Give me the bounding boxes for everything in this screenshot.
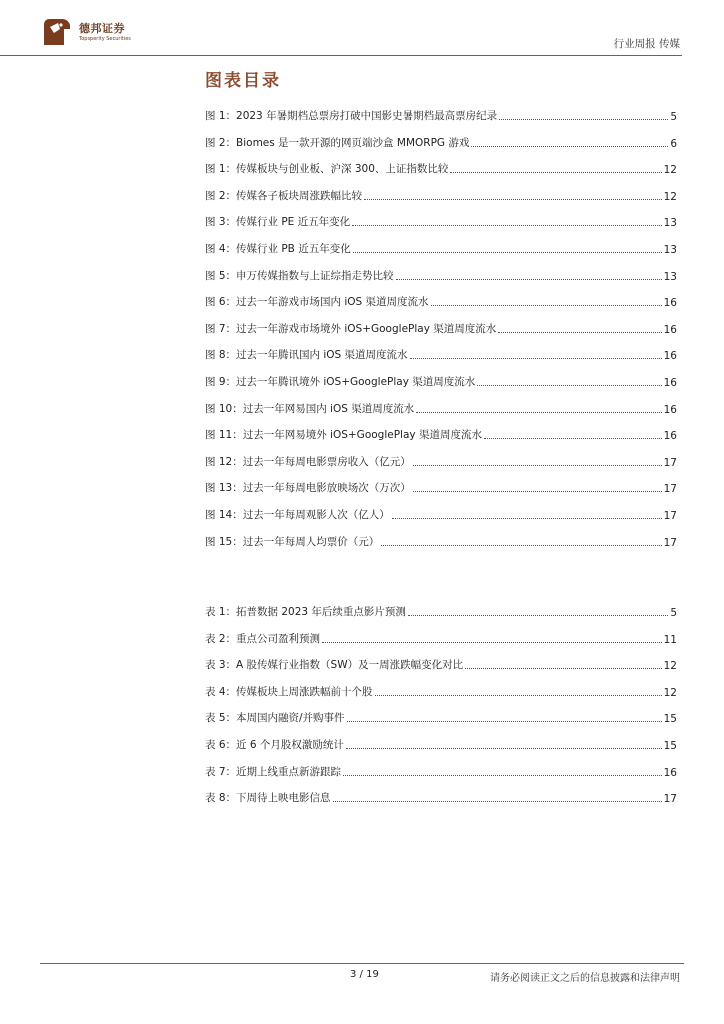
- figure-entry-label: 图 9：过去一年腾讯境外 iOS+GooglePlay 渠道周度流水: [205, 376, 476, 388]
- table-entry[interactable]: [205, 683, 677, 699]
- table-entry-label: 表 1：拓普数据 2023 年后续重点影片预测: [205, 606, 406, 618]
- figure-entry[interactable]: [205, 107, 677, 123]
- table-entry[interactable]: [205, 630, 677, 646]
- table-entry-label: 表 6：近 6 个月股权激励统计: [205, 739, 344, 751]
- dot-leader: [413, 465, 662, 466]
- figure-entry[interactable]: [205, 373, 677, 389]
- figure-entry-page: 6: [670, 137, 677, 150]
- dot-leader: [322, 642, 662, 643]
- dot-leader: [498, 332, 661, 333]
- dot-leader: [343, 775, 662, 776]
- figure-entry[interactable]: [205, 346, 677, 362]
- dot-leader: [333, 801, 662, 802]
- table-entry[interactable]: [205, 656, 677, 672]
- figure-entry-page: 16: [663, 403, 677, 416]
- figure-entry[interactable]: [205, 533, 677, 549]
- figure-entry[interactable]: [205, 187, 677, 203]
- figure-entry[interactable]: [205, 160, 677, 176]
- figure-entry[interactable]: [205, 479, 677, 495]
- figure-entry-page: 5: [670, 111, 677, 123]
- figure-entry-page: 13: [663, 217, 677, 230]
- figure-entry[interactable]: [205, 213, 677, 229]
- figure-entry-label: 图 8：过去一年腾讯国内 iOS 渠道周度流水: [205, 349, 408, 362]
- figure-entry-label: 图 1：传媒板块与创业板、沪深 300、上证指数比较: [205, 163, 449, 176]
- table-entry-label: 表 8：下周待上映电影信息: [205, 792, 331, 805]
- dot-leader: [375, 695, 662, 696]
- dot-leader: [353, 252, 662, 253]
- dot-leader: [381, 545, 661, 546]
- table-entry-label: 表 3：A 股传媒行业指数（SW）及一周涨跌幅变化对比: [205, 659, 464, 672]
- table-entry-label: 表 7：近期上线重点新游跟踪: [205, 765, 342, 778]
- table-entry-label: 表 4：传媒板块上周涨跌幅前十个股: [205, 685, 373, 698]
- figure-entry[interactable]: [205, 320, 677, 336]
- figure-entry-page: 17: [663, 483, 677, 496]
- figure-entry-page: 17: [663, 456, 677, 469]
- figure-entry-page: 12: [663, 190, 677, 203]
- dot-leader: [413, 491, 662, 492]
- header-divider: [0, 55, 682, 56]
- figure-entry-label: 图 2：Biomes 是一款开源的网页端沙盒 MMORPG 游戏: [205, 136, 470, 149]
- page-number: 3 / 19: [350, 969, 379, 980]
- dot-leader: [346, 748, 662, 749]
- figure-entry[interactable]: [205, 293, 677, 309]
- figure-entry-label: 图 4：传媒行业 PB 近五年变化: [205, 243, 351, 255]
- figure-entry-label: 图 14：过去一年每周观影人次（亿人）: [205, 509, 390, 521]
- dot-leader: [347, 721, 662, 722]
- table-entry-label: 表 2：重点公司盈利预测: [205, 632, 321, 645]
- figure-entry-label: 图 15：过去一年每周人均票价（元）: [205, 535, 380, 548]
- dot-leader: [352, 225, 661, 226]
- table-entry-page: 17: [663, 793, 677, 806]
- page-header: [0, 0, 724, 62]
- figure-entry-page: 13: [663, 270, 677, 283]
- dot-leader: [471, 146, 668, 147]
- toc-title: 图表目录: [205, 71, 281, 91]
- dot-leader: [431, 305, 662, 306]
- dot-leader: [465, 668, 662, 669]
- figure-entry-page: 16: [663, 377, 677, 389]
- figure-entry[interactable]: [205, 240, 677, 256]
- report-category: 行业周报 传媒: [613, 38, 680, 50]
- table-entry-page: 15: [663, 713, 677, 726]
- table-entry[interactable]: [205, 763, 677, 779]
- dot-leader: [392, 518, 662, 519]
- figure-entry-label: 图 6：过去一年游戏市场国内 iOS 渠道周度流水: [205, 296, 429, 309]
- dot-leader: [499, 119, 668, 120]
- figure-entry-page: 13: [663, 244, 677, 256]
- table-entry-label: 表 5：本周国内融资/并购事件: [205, 712, 345, 725]
- figure-entry-page: 16: [663, 323, 677, 336]
- table-entry-page: 15: [663, 740, 677, 752]
- table-entry-page: 5: [670, 607, 677, 619]
- legal-disclaimer: 请务必阅读正文之后的信息披露和法律声明: [490, 973, 680, 984]
- table-entry-page: 16: [663, 766, 677, 779]
- dot-leader: [450, 172, 661, 173]
- company-logo: [40, 15, 150, 49]
- figure-entry[interactable]: [205, 134, 677, 150]
- table-entry-page: 11: [663, 633, 677, 646]
- figure-entry-label: 图 2：传媒各子板块周涨跌幅比较: [205, 189, 363, 202]
- table-entry[interactable]: [205, 736, 677, 752]
- figure-entry-page: 12: [663, 164, 677, 177]
- logo-english-text: Topsperity Securities: [79, 36, 131, 42]
- table-entry[interactable]: [205, 789, 677, 805]
- figure-entry[interactable]: [205, 267, 677, 283]
- figure-entry-page: 16: [663, 430, 677, 443]
- table-entry-page: 12: [663, 686, 677, 699]
- figure-entry[interactable]: [205, 426, 677, 442]
- footer-divider: [40, 963, 684, 964]
- figure-entry-label: 图 3：传媒行业 PE 近五年变化: [205, 216, 351, 229]
- figure-entry-label: 图 12：过去一年每周电影票房收入（亿元）: [205, 455, 411, 468]
- dot-leader: [484, 438, 662, 439]
- figure-entry-label: 图 10：过去一年网易国内 iOS 渠道周度流水: [205, 402, 415, 415]
- figure-entry-label: 图 11：过去一年网易境外 iOS+GooglePlay 渠道周度流水: [205, 429, 482, 442]
- table-entry[interactable]: [205, 709, 677, 725]
- figure-entry[interactable]: [205, 400, 677, 416]
- dot-leader: [408, 615, 668, 616]
- figure-entry-label: 图 1：2023 年暑期档总票房打破中国影史暑期档最高票房纪录: [205, 110, 498, 122]
- table-entry[interactable]: [205, 603, 677, 619]
- figure-entry[interactable]: [205, 453, 677, 469]
- figure-entry-page: 16: [663, 350, 677, 363]
- dot-leader: [396, 279, 662, 280]
- logo-mark-icon: [40, 15, 74, 49]
- figure-entry-page: 16: [663, 297, 677, 310]
- dot-leader: [364, 199, 662, 200]
- dot-leader: [416, 412, 661, 413]
- figure-entry-label: 图 13：过去一年每周电影放映场次（万次）: [205, 482, 411, 495]
- figure-entry-label: 图 7：过去一年游戏市场境外 iOS+GooglePlay 渠道周度流水: [205, 322, 497, 335]
- table-entry-page: 12: [663, 660, 677, 673]
- figure-entry-page: 17: [663, 510, 677, 522]
- figure-entry-label: 图 5：申万传媒指数与上证综指走势比较: [205, 269, 394, 282]
- figure-entry-page: 17: [663, 536, 677, 549]
- logo-chinese-text: 德邦证券: [79, 22, 125, 35]
- dot-leader: [410, 358, 662, 359]
- dot-leader: [477, 385, 661, 386]
- figure-entry[interactable]: [205, 506, 677, 522]
